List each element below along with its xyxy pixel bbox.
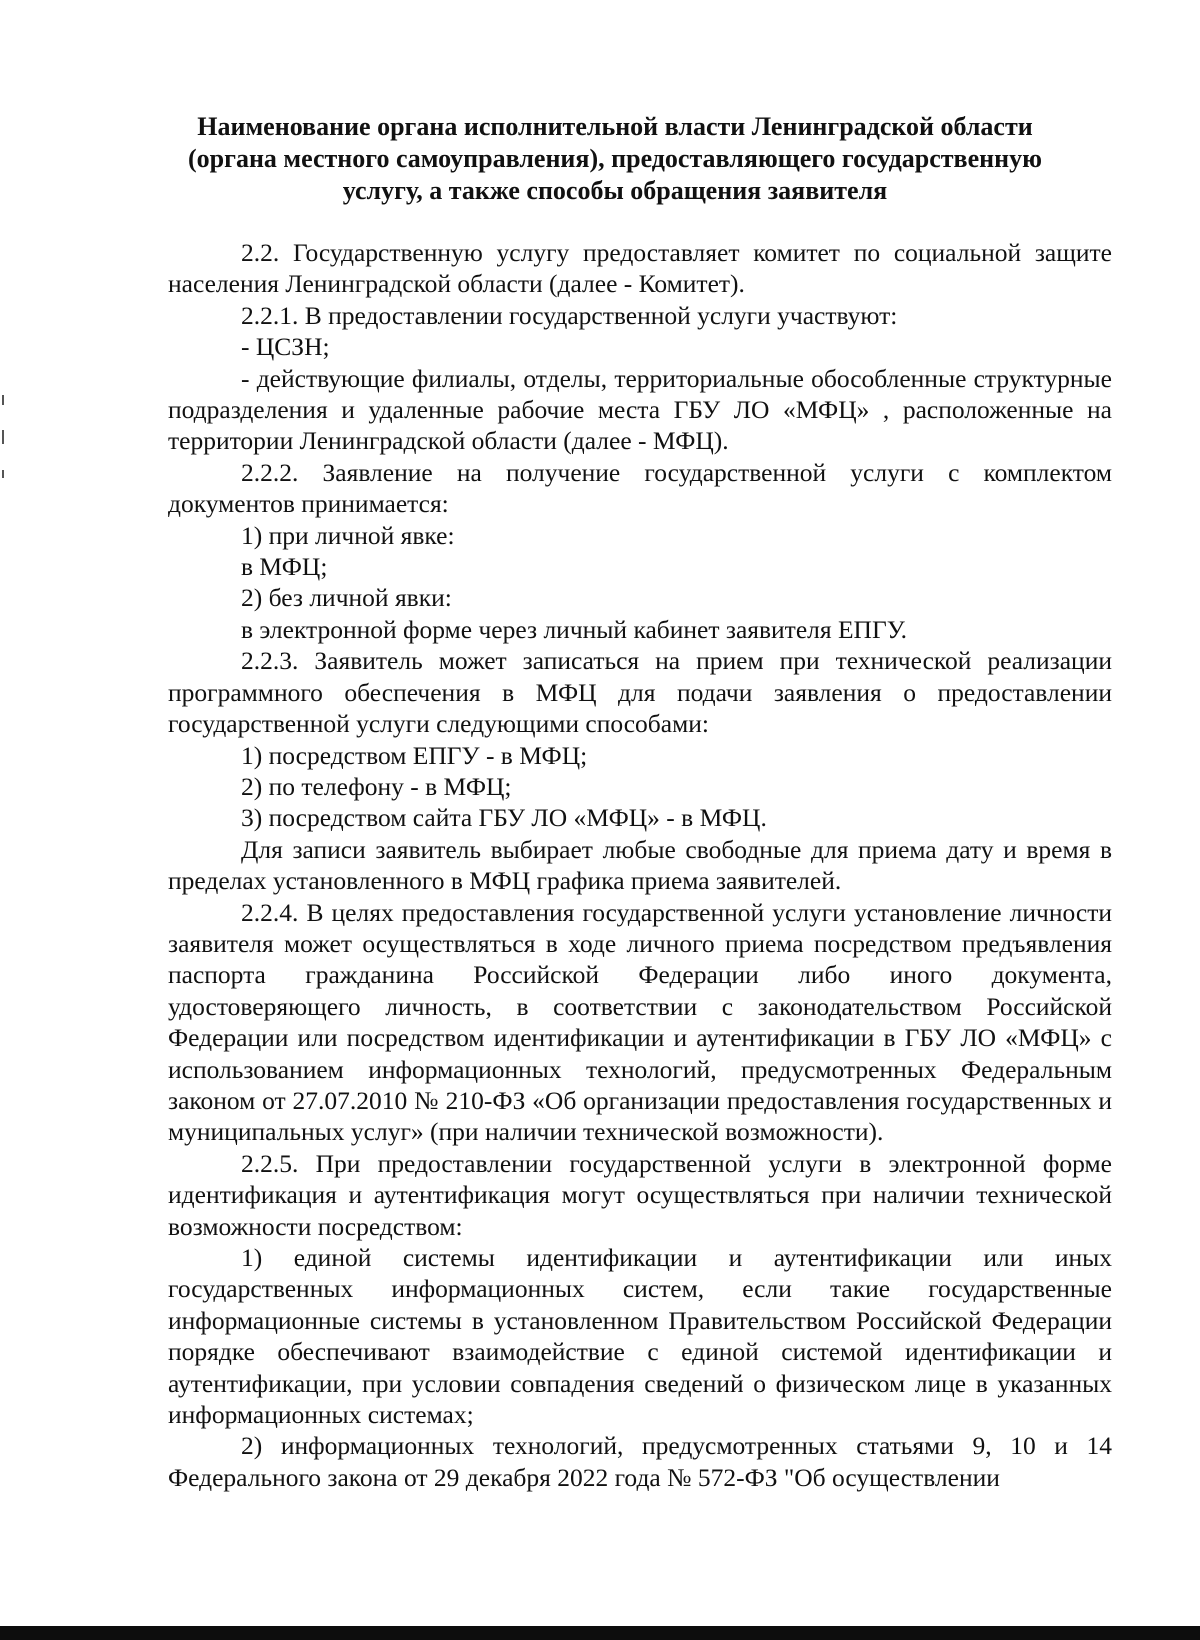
paragraph-2-2-2: 2.2.2. Заявление на получение государственной услуги с комплектом документов принимается: (168, 457, 1112, 519)
list-item: 1) единой системы идентификации и аутентификации или иных государственных информационных систем, если такие государственные информационные системы в установленном Правительством Российской Федерации порядке обеспечивают взаимодействие с единой системой идентификации и аутентификации, при условии совпадения сведений о физическом лице в указанных информационных системах; (168, 1243, 1112, 1430)
paragraph-2-2-4: 2.2.4. В целях предоставления государственной услуги установление личности заявителя может осуществляться в ходе личного приема посредством предъявления паспорта гражданина Российской Федерации либо иного документа, удостоверяющего личность, в соответствии с законодательством Российской Федерации или посредством идентификации и аутентификации в ГБУ ЛО «МФЦ» с использованием информационных технологий, предусмотренных Федеральным законом от 27.07.2010 № 210-ФЗ «Об организации предоставления государственных и муниципальных услуг» (при наличии технической возможности). (168, 897, 1112, 1147)
paragraph-2-2-3: 2.2.3. Заявитель может записаться на прием при технической реализации программного обеспечения в МФЦ для подачи заявления о предоставлении государственной услуги следующими способами: (168, 646, 1112, 739)
paragraph-2-2-1: 2.2.1. В предоставлении государственной услуги участвуют: (241, 300, 898, 330)
paragraph: Для записи заявитель выбирает любые свободные для приема дату и время в пределах установленного в МФЦ графика приема заявителей. (168, 834, 1112, 896)
list-item: - действующие филиалы, отделы, территориальные обособленные структурные подразделения и удаленные рабочие места ГБУ ЛО «МФЦ» , расположенные на территории Ленинградской области (далее - МФЦ). (168, 363, 1112, 456)
list-item: 2) информационных технологий, предусмотренных статьями 9, 10 и 14 Федерального закона от 29 декабря 2022 года № 572-ФЗ "Об осуществлении (168, 1431, 1112, 1492)
heading-line: (органа местного самоуправления), предоставляющего государственную (188, 144, 1042, 173)
heading-line: Наименование органа исполнительной власти Ленинградской области (197, 112, 1033, 141)
list-item: 3) посредством сайта ГБУ ЛО «МФЦ» - в МФЦ. (241, 803, 767, 833)
list-item: в электронной форме через личный кабинет заявителя ЕПГУ. (241, 614, 907, 644)
scan-speck (2, 430, 4, 444)
list-item: 1) посредством ЕПГУ - в МФЦ; (241, 740, 588, 770)
list-item: 2) по телефону - в МФЦ; (241, 771, 512, 801)
list-item: - ЦСЗН; (241, 332, 330, 362)
scan-speck (2, 470, 4, 478)
document-body (168, 237, 1112, 1493)
paragraph-2-2-5: 2.2.5. При предоставлении государственной услуги в электронной форме идентификация и аутентификация могут осуществляться при наличии технической возможности посредством: (168, 1148, 1112, 1241)
list-item: 1) при личной явке: (241, 520, 455, 550)
paragraph-2-2: 2.2. Государственную услугу предоставляет комитет по социальной защите населения Ленинградской области (далее - Комитет). (168, 238, 1112, 299)
list-item: 2) без личной явки: (241, 583, 452, 613)
scan-speck (2, 395, 4, 405)
scan-edge-bar (0, 1626, 1200, 1640)
heading-line: услугу, а также способы обращения заявителя (342, 176, 888, 205)
section-heading (150, 111, 1080, 207)
list-item: в МФЦ; (241, 552, 328, 582)
